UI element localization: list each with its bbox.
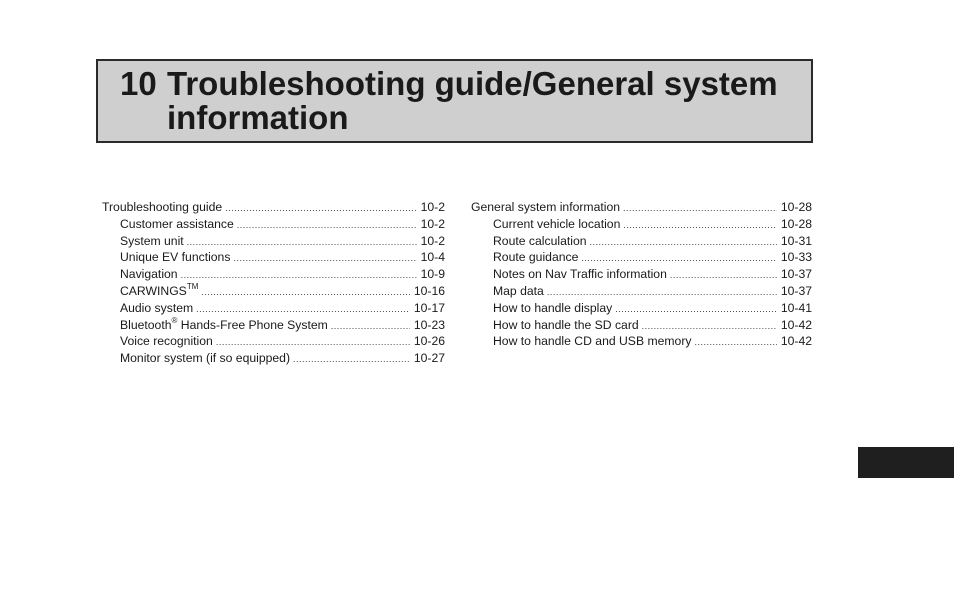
toc-entry[interactable]	[102, 233, 445, 250]
toc-entry[interactable]	[471, 199, 812, 216]
toc-entry-page: 10-28	[780, 216, 812, 231]
toc-entry-page: 10-37	[780, 283, 812, 298]
registered-symbol: ®	[171, 315, 178, 325]
toc-entry[interactable]	[471, 216, 812, 233]
toc-entry[interactable]	[471, 249, 812, 266]
toc-entry-page: 10-41	[780, 300, 812, 315]
toc-entry-label: Navigation	[120, 267, 178, 282]
toc-entry[interactable]	[471, 283, 812, 300]
toc-right-column	[471, 199, 812, 350]
toc-entry[interactable]	[102, 216, 445, 233]
toc-left-column	[102, 199, 445, 367]
toc-entry-label: System unit	[120, 233, 184, 248]
toc-entry-label: Customer assistance	[120, 216, 234, 231]
toc-entry-label: Notes on Nav Traffic information	[493, 267, 667, 282]
toc-entry-label: Voice recognition	[120, 334, 213, 349]
toc-entry-label: Route guidance	[493, 250, 579, 265]
toc-entry-page: 10-28	[780, 200, 812, 214]
dot-leader	[642, 318, 777, 335]
toc-entry-page: 10-27	[413, 351, 445, 366]
toc-entry[interactable]	[102, 283, 445, 300]
toc-entry-label: Unique EV functions	[120, 250, 231, 265]
dot-leader	[237, 217, 417, 234]
dot-leader	[187, 234, 417, 251]
toc-entry-page: 10-23	[413, 317, 445, 332]
toc-entry-page: 10-9	[420, 267, 445, 282]
toc-entry[interactable]	[102, 249, 445, 266]
chapter-title-box	[96, 59, 813, 143]
toc-entry-label: Troubleshooting guide	[102, 200, 223, 214]
dot-leader	[623, 200, 777, 217]
toc-entry[interactable]	[471, 333, 812, 350]
dot-leader	[547, 284, 777, 301]
toc-entry-page: 10-2	[420, 216, 445, 231]
toc-entry[interactable]	[102, 199, 445, 216]
toc-entry[interactable]	[471, 233, 812, 250]
toc-entry-page: 10-31	[780, 233, 812, 248]
dot-leader	[181, 267, 417, 284]
toc-entry-label	[120, 283, 198, 300]
toc-entry-label: How to handle display	[493, 300, 613, 315]
chapter-title: Troubleshooting guide/General system information	[167, 65, 778, 136]
toc-entry-page: 10-26	[413, 334, 445, 349]
dot-leader	[216, 334, 410, 351]
toc-entry[interactable]	[102, 300, 445, 317]
toc-entry-page: 10-17	[413, 300, 445, 315]
toc-entry-label: Audio system	[120, 300, 194, 315]
toc-entry[interactable]	[102, 266, 445, 283]
toc-entry-page: 10-42	[780, 317, 812, 332]
toc-entry[interactable]	[102, 317, 445, 334]
dot-leader	[615, 301, 777, 318]
toc-entry[interactable]	[471, 317, 812, 334]
toc-entry[interactable]	[471, 300, 812, 317]
toc-entry-label: Map data	[493, 283, 544, 298]
chapter-number: 10	[120, 65, 157, 102]
dot-leader	[201, 284, 409, 301]
toc-entry-page: 10-2	[420, 200, 445, 214]
dot-leader	[581, 250, 776, 267]
toc-entry-page: 10-33	[780, 250, 812, 265]
dot-leader	[590, 234, 777, 251]
dot-leader	[623, 217, 776, 234]
toc-entry-label-text: Bluetooth	[120, 317, 172, 332]
dot-leader	[670, 267, 777, 284]
dot-leader	[331, 318, 410, 335]
toc-entry-page: 10-42	[780, 334, 812, 349]
dot-leader	[233, 250, 416, 267]
trademark-symbol: TM	[186, 281, 199, 291]
toc-entry[interactable]	[471, 266, 812, 283]
toc-entry-page: 10-37	[780, 267, 812, 282]
toc-entry-page: 10-2	[420, 233, 445, 248]
toc-entry[interactable]	[102, 333, 445, 350]
chapter-side-tab	[858, 447, 954, 478]
dot-leader	[293, 351, 410, 368]
toc-entry[interactable]	[102, 350, 445, 367]
toc-entry-page: 10-4	[420, 250, 445, 265]
toc-entry-label: How to handle the SD card	[493, 317, 639, 332]
toc-entry-label-text: CARWINGS	[120, 283, 187, 298]
toc-entry-label	[120, 317, 328, 334]
toc-entry-label: How to handle CD and USB memory	[493, 334, 692, 349]
dot-leader	[196, 301, 410, 318]
toc-entry-label: Route calculation	[493, 233, 587, 248]
toc-entry-label: Monitor system (if so equipped)	[120, 351, 291, 366]
toc-entry-page: 10-16	[413, 283, 445, 298]
toc-entry-label-suffix: Hands-Free Phone System	[177, 317, 328, 332]
dot-leader	[694, 334, 776, 351]
toc-entry-label: General system information	[471, 200, 621, 214]
toc-entry-label: Current vehicle location	[493, 216, 621, 231]
dot-leader	[225, 200, 416, 217]
